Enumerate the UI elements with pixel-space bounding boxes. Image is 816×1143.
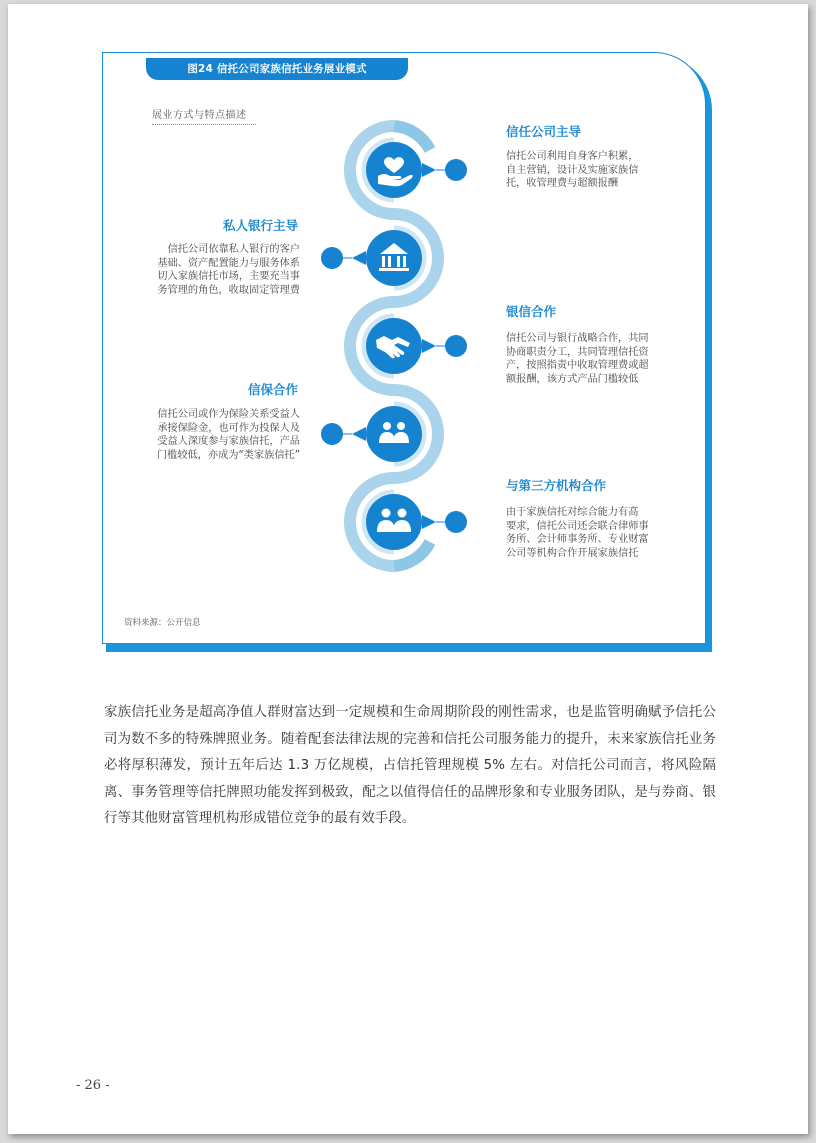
node-trust-insurance-coop: [321, 406, 422, 462]
node-bank-trust-coop: [366, 318, 467, 374]
item-5-description: 由于家族信托对综合能力有高 要求，信托公司还会联合律师事 务所、会计师事务所、专业财富 公司等机构合作开展家族信托: [506, 507, 649, 559]
body-paragraph: 家族信托业务是超高净值人群财富达到一定规模和生命周期阶段的刚性需求，也是监管明确赋予信托公司为数不多的特殊牌照业务。随着配套法律法规的完善和信托公司服务能力的提升，未来家族信托业务必将厚积薄发，预计五年后达 1.3 万亿规模，占信托管理规模 5% 左右。对信托公司而言，将风险隔离、事务管理等信托牌照功能发挥到极致，配之以值得信任的品牌形象和专业服务团队，是与券商、银行等其他财富管理机构形成错位竞争的最有效手段。: [104, 705, 716, 826]
item-1-heading: 信任公司主导: [506, 124, 582, 139]
figure-source: 资料来源：公开信息: [124, 618, 201, 628]
connector-dot: [321, 423, 343, 445]
item-3-heading: 银信合作: [506, 304, 557, 319]
node-trust-led: [366, 142, 467, 198]
node-private-bank-led: [321, 230, 422, 286]
page-number: - 26 -: [76, 1078, 110, 1093]
item-2-description: 信托公司依靠私人银行的客户 基础、资产配置能力与服务体系 切入家族信托市场，主要充当事 务管理的角色，收取固定管理费: [157, 244, 300, 296]
connector-dot: [445, 159, 467, 181]
figure-subtitle: 展业方式与特点描述: [152, 110, 247, 121]
connector-dot: [445, 335, 467, 357]
node-third-party-coop: [366, 494, 467, 550]
item-3-description: 信托公司与银行战略合作，共同 协商职责分工，共同管理信托资 产，按照指责中收取管理费或超 额报酬，该方式产品门槛较低: [506, 333, 649, 385]
item-2-heading: 私人银行主导: [222, 218, 298, 233]
item-1-description: 信托公司利用自身客户积累， 自主营销，设计及实施家族信 托，收管理费与超额报酬: [506, 151, 639, 189]
connector-dot: [445, 511, 467, 533]
item-5-heading: 与第三方机构合作: [506, 478, 607, 493]
connector-dot: [321, 247, 343, 269]
figure-title: 图24 信托公司家族信托业务展业模式: [146, 58, 408, 80]
item-4-heading: 信保合作: [247, 382, 298, 397]
item-4-description: 信托公司或作为保险关系受益人 承接保险金，也可作为投保人及 受益人深度参与家族信托，产品 门槛较低，亦成为“类家族信托”: [157, 409, 300, 461]
